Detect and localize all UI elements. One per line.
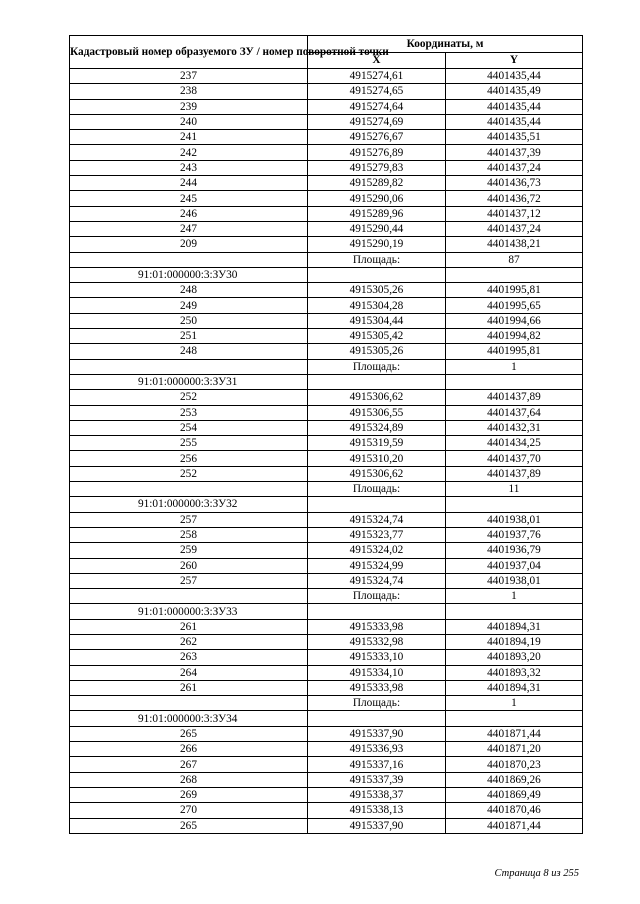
table-row — [70, 558, 583, 573]
point-number-cell: 250 — [70, 313, 308, 328]
point-number-cell: 209 — [70, 237, 308, 252]
y-coordinate-cell: 4401437,39 — [446, 145, 583, 160]
table-row — [70, 390, 583, 405]
point-number-cell: 254 — [70, 420, 308, 435]
x-coordinate-cell: 4915274,65 — [308, 84, 446, 99]
x-coordinate-cell: 4915305,26 — [308, 344, 446, 359]
x-coordinate-cell: 4915324,74 — [308, 512, 446, 527]
point-number-cell: 237 — [70, 69, 308, 84]
table-row — [70, 160, 583, 175]
area-row — [70, 696, 583, 711]
table-row — [70, 772, 583, 787]
table-row — [70, 206, 583, 221]
y-coordinate-cell: 4401435,49 — [446, 84, 583, 99]
x-coordinate-cell: 4915324,89 — [308, 420, 446, 435]
table-row — [70, 726, 583, 741]
table-row — [70, 130, 583, 145]
table-row — [70, 803, 583, 818]
x-coordinate-cell: 4915338,37 — [308, 787, 446, 802]
x-coordinate-cell: 4915337,39 — [308, 772, 446, 787]
y-coordinate-cell: 4401437,89 — [446, 466, 583, 481]
y-coordinate-cell: 4401936,79 — [446, 543, 583, 558]
x-coordinate-cell: 4915334,10 — [308, 665, 446, 680]
cadastral-number-cell: 91:01:000000:3:ЗУ34 — [70, 711, 308, 726]
table-row — [70, 527, 583, 542]
x-coordinate-cell: 4915304,44 — [308, 313, 446, 328]
table-row — [70, 405, 583, 420]
y-coordinate-cell: 4401435,44 — [446, 99, 583, 114]
table-row — [70, 99, 583, 114]
x-coordinate-cell: 4915333,98 — [308, 680, 446, 695]
table-row — [70, 451, 583, 466]
area-value-cell: 1 — [446, 589, 583, 604]
y-coordinate-cell: 4401994,82 — [446, 329, 583, 344]
point-number-cell: 244 — [70, 176, 308, 191]
y-coordinate-cell: 4401938,01 — [446, 512, 583, 527]
table-row — [70, 69, 583, 84]
area-row — [70, 252, 583, 267]
point-number-cell: 264 — [70, 665, 308, 680]
area-label-cell: Площадь: — [308, 252, 446, 267]
point-number-cell: 262 — [70, 634, 308, 649]
y-coordinate-cell: 4401870,46 — [446, 803, 583, 818]
y-coordinate-cell: 4401436,72 — [446, 191, 583, 206]
table-row — [70, 84, 583, 99]
table-row — [70, 436, 583, 451]
section-row — [70, 374, 583, 389]
x-coordinate-cell: 4915289,96 — [308, 206, 446, 221]
table-row — [70, 787, 583, 802]
x-coordinate-cell: 4915289,82 — [308, 176, 446, 191]
x-coordinate-cell: 4915323,77 — [308, 527, 446, 542]
x-coordinate-cell: 4915290,06 — [308, 191, 446, 206]
area-row — [70, 589, 583, 604]
point-number-cell: 251 — [70, 329, 308, 344]
point-number-cell: 255 — [70, 436, 308, 451]
empty-cell — [308, 711, 446, 726]
table-row — [70, 742, 583, 757]
y-coordinate-cell: 4401435,44 — [446, 69, 583, 84]
empty-cell — [308, 374, 446, 389]
column-header-x: X — [308, 53, 446, 69]
table-row — [70, 283, 583, 298]
x-coordinate-cell: 4915324,99 — [308, 558, 446, 573]
x-coordinate-cell: 4915306,62 — [308, 466, 446, 481]
x-coordinate-cell: 4915324,74 — [308, 573, 446, 588]
y-coordinate-cell: 4401995,65 — [446, 298, 583, 313]
x-coordinate-cell: 4915337,16 — [308, 757, 446, 772]
y-coordinate-cell: 4401437,70 — [446, 451, 583, 466]
area-label-cell: Площадь: — [308, 696, 446, 711]
y-coordinate-cell: 4401871,20 — [446, 742, 583, 757]
y-coordinate-cell: 4401938,01 — [446, 573, 583, 588]
empty-cell — [308, 267, 446, 282]
table-row — [70, 512, 583, 527]
x-coordinate-cell: 4915274,69 — [308, 114, 446, 129]
x-coordinate-cell: 4915333,10 — [308, 650, 446, 665]
table-row — [70, 665, 583, 680]
y-coordinate-cell: 4401893,32 — [446, 665, 583, 680]
section-row — [70, 711, 583, 726]
area-row — [70, 482, 583, 497]
column-header-cadastral-number: Кадастровый номер образуемого ЗУ / номер поворотной точки — [70, 36, 308, 69]
y-coordinate-cell: 4401435,51 — [446, 130, 583, 145]
table-row — [70, 114, 583, 129]
empty-cell — [70, 696, 308, 711]
empty-cell — [70, 359, 308, 374]
empty-cell — [70, 589, 308, 604]
column-header-coordinates: Координаты, м — [308, 36, 583, 53]
table-row — [70, 634, 583, 649]
point-number-cell: 245 — [70, 191, 308, 206]
y-coordinate-cell: 4401436,73 — [446, 176, 583, 191]
area-label-cell: Площадь: — [308, 359, 446, 374]
cadastral-number-cell: 91:01:000000:3:ЗУ31 — [70, 374, 308, 389]
point-number-cell: 238 — [70, 84, 308, 99]
point-number-cell: 268 — [70, 772, 308, 787]
point-number-cell: 239 — [70, 99, 308, 114]
point-number-cell: 266 — [70, 742, 308, 757]
x-coordinate-cell: 4915338,13 — [308, 803, 446, 818]
point-number-cell: 252 — [70, 390, 308, 405]
point-number-cell: 242 — [70, 145, 308, 160]
point-number-cell: 252 — [70, 466, 308, 481]
x-coordinate-cell: 4915319,59 — [308, 436, 446, 451]
table-row — [70, 466, 583, 481]
point-number-cell: 248 — [70, 344, 308, 359]
table-body — [70, 69, 583, 834]
cadastral-number-cell: 91:01:000000:3:ЗУ32 — [70, 497, 308, 512]
x-coordinate-cell: 4915304,28 — [308, 298, 446, 313]
table-row — [70, 420, 583, 435]
empty-cell — [70, 252, 308, 267]
point-number-cell: 270 — [70, 803, 308, 818]
y-coordinate-cell: 4401871,44 — [446, 726, 583, 741]
table-row — [70, 298, 583, 313]
x-coordinate-cell: 4915324,02 — [308, 543, 446, 558]
area-value-cell: 1 — [446, 696, 583, 711]
table-row — [70, 145, 583, 160]
table-row — [70, 221, 583, 236]
x-coordinate-cell: 4915337,90 — [308, 818, 446, 833]
cadastral-number-cell: 91:01:000000:3:ЗУ33 — [70, 604, 308, 619]
y-coordinate-cell: 4401870,23 — [446, 757, 583, 772]
point-number-cell: 240 — [70, 114, 308, 129]
empty-cell — [446, 497, 583, 512]
y-coordinate-cell: 4401937,76 — [446, 527, 583, 542]
area-label-cell: Площадь: — [308, 589, 446, 604]
x-coordinate-cell: 4915336,93 — [308, 742, 446, 757]
section-row — [70, 497, 583, 512]
y-coordinate-cell: 4401893,20 — [446, 650, 583, 665]
empty-cell — [446, 267, 583, 282]
empty-cell — [70, 482, 308, 497]
table-row — [70, 329, 583, 344]
y-coordinate-cell: 4401437,89 — [446, 390, 583, 405]
table-row — [70, 313, 583, 328]
table-row — [70, 757, 583, 772]
section-row — [70, 604, 583, 619]
empty-cell — [308, 604, 446, 619]
x-coordinate-cell: 4915310,20 — [308, 451, 446, 466]
x-coordinate-cell: 4915279,83 — [308, 160, 446, 175]
point-number-cell: 269 — [70, 787, 308, 802]
y-coordinate-cell: 4401894,19 — [446, 634, 583, 649]
point-number-cell: 249 — [70, 298, 308, 313]
y-coordinate-cell: 4401894,31 — [446, 619, 583, 634]
y-coordinate-cell: 4401438,21 — [446, 237, 583, 252]
y-coordinate-cell: 4401437,24 — [446, 160, 583, 175]
point-number-cell: 261 — [70, 680, 308, 695]
x-coordinate-cell: 4915274,64 — [308, 99, 446, 114]
table-row — [70, 344, 583, 359]
area-value-cell: 87 — [446, 252, 583, 267]
x-coordinate-cell: 4915276,89 — [308, 145, 446, 160]
point-number-cell: 263 — [70, 650, 308, 665]
x-coordinate-cell: 4915306,55 — [308, 405, 446, 420]
cadastral-number-cell: 91:01:000000:3:ЗУ30 — [70, 267, 308, 282]
section-row — [70, 267, 583, 282]
area-label-cell: Площадь: — [308, 482, 446, 497]
column-header-y: Y — [446, 53, 583, 69]
table-row — [70, 680, 583, 695]
y-coordinate-cell: 4401437,64 — [446, 405, 583, 420]
point-number-cell: 253 — [70, 405, 308, 420]
y-coordinate-cell: 4401894,31 — [446, 680, 583, 695]
table-row — [70, 619, 583, 634]
table-row — [70, 543, 583, 558]
x-coordinate-cell: 4915306,62 — [308, 390, 446, 405]
point-number-cell: 265 — [70, 726, 308, 741]
point-number-cell: 257 — [70, 512, 308, 527]
y-coordinate-cell: 4401437,12 — [446, 206, 583, 221]
y-coordinate-cell: 4401869,26 — [446, 772, 583, 787]
y-coordinate-cell: 4401994,66 — [446, 313, 583, 328]
point-number-cell: 247 — [70, 221, 308, 236]
table-row — [70, 191, 583, 206]
point-number-cell: 258 — [70, 527, 308, 542]
point-number-cell: 260 — [70, 558, 308, 573]
area-row — [70, 359, 583, 374]
y-coordinate-cell: 4401995,81 — [446, 344, 583, 359]
area-value-cell: 11 — [446, 482, 583, 497]
empty-cell — [446, 374, 583, 389]
x-coordinate-cell: 4915332,98 — [308, 634, 446, 649]
x-coordinate-cell: 4915333,98 — [308, 619, 446, 634]
y-coordinate-cell: 4401434,25 — [446, 436, 583, 451]
point-number-cell: 261 — [70, 619, 308, 634]
empty-cell — [308, 497, 446, 512]
point-number-cell: 267 — [70, 757, 308, 772]
x-coordinate-cell: 4915274,61 — [308, 69, 446, 84]
point-number-cell: 246 — [70, 206, 308, 221]
table-row — [70, 573, 583, 588]
y-coordinate-cell: 4401871,44 — [446, 818, 583, 833]
y-coordinate-cell: 4401432,31 — [446, 420, 583, 435]
y-coordinate-cell: 4401937,04 — [446, 558, 583, 573]
point-number-cell: 265 — [70, 818, 308, 833]
x-coordinate-cell: 4915290,44 — [308, 221, 446, 236]
table-row — [70, 818, 583, 833]
x-coordinate-cell: 4915290,19 — [308, 237, 446, 252]
y-coordinate-cell: 4401435,44 — [446, 114, 583, 129]
point-number-cell: 256 — [70, 451, 308, 466]
table-row — [70, 176, 583, 191]
y-coordinate-cell: 4401437,24 — [446, 221, 583, 236]
empty-cell — [446, 604, 583, 619]
area-value-cell: 1 — [446, 359, 583, 374]
x-coordinate-cell: 4915305,26 — [308, 283, 446, 298]
y-coordinate-cell: 4401869,49 — [446, 787, 583, 802]
point-number-cell: 243 — [70, 160, 308, 175]
point-number-cell: 241 — [70, 130, 308, 145]
point-number-cell: 257 — [70, 573, 308, 588]
empty-cell — [446, 711, 583, 726]
table-row — [70, 237, 583, 252]
x-coordinate-cell: 4915337,90 — [308, 726, 446, 741]
table-row — [70, 650, 583, 665]
x-coordinate-cell: 4915276,67 — [308, 130, 446, 145]
y-coordinate-cell: 4401995,81 — [446, 283, 583, 298]
point-number-cell: 259 — [70, 543, 308, 558]
x-coordinate-cell: 4915305,42 — [308, 329, 446, 344]
point-number-cell: 248 — [70, 283, 308, 298]
coordinates-table — [69, 35, 583, 834]
page-number-label: Страница 8 из 255 — [494, 868, 579, 879]
